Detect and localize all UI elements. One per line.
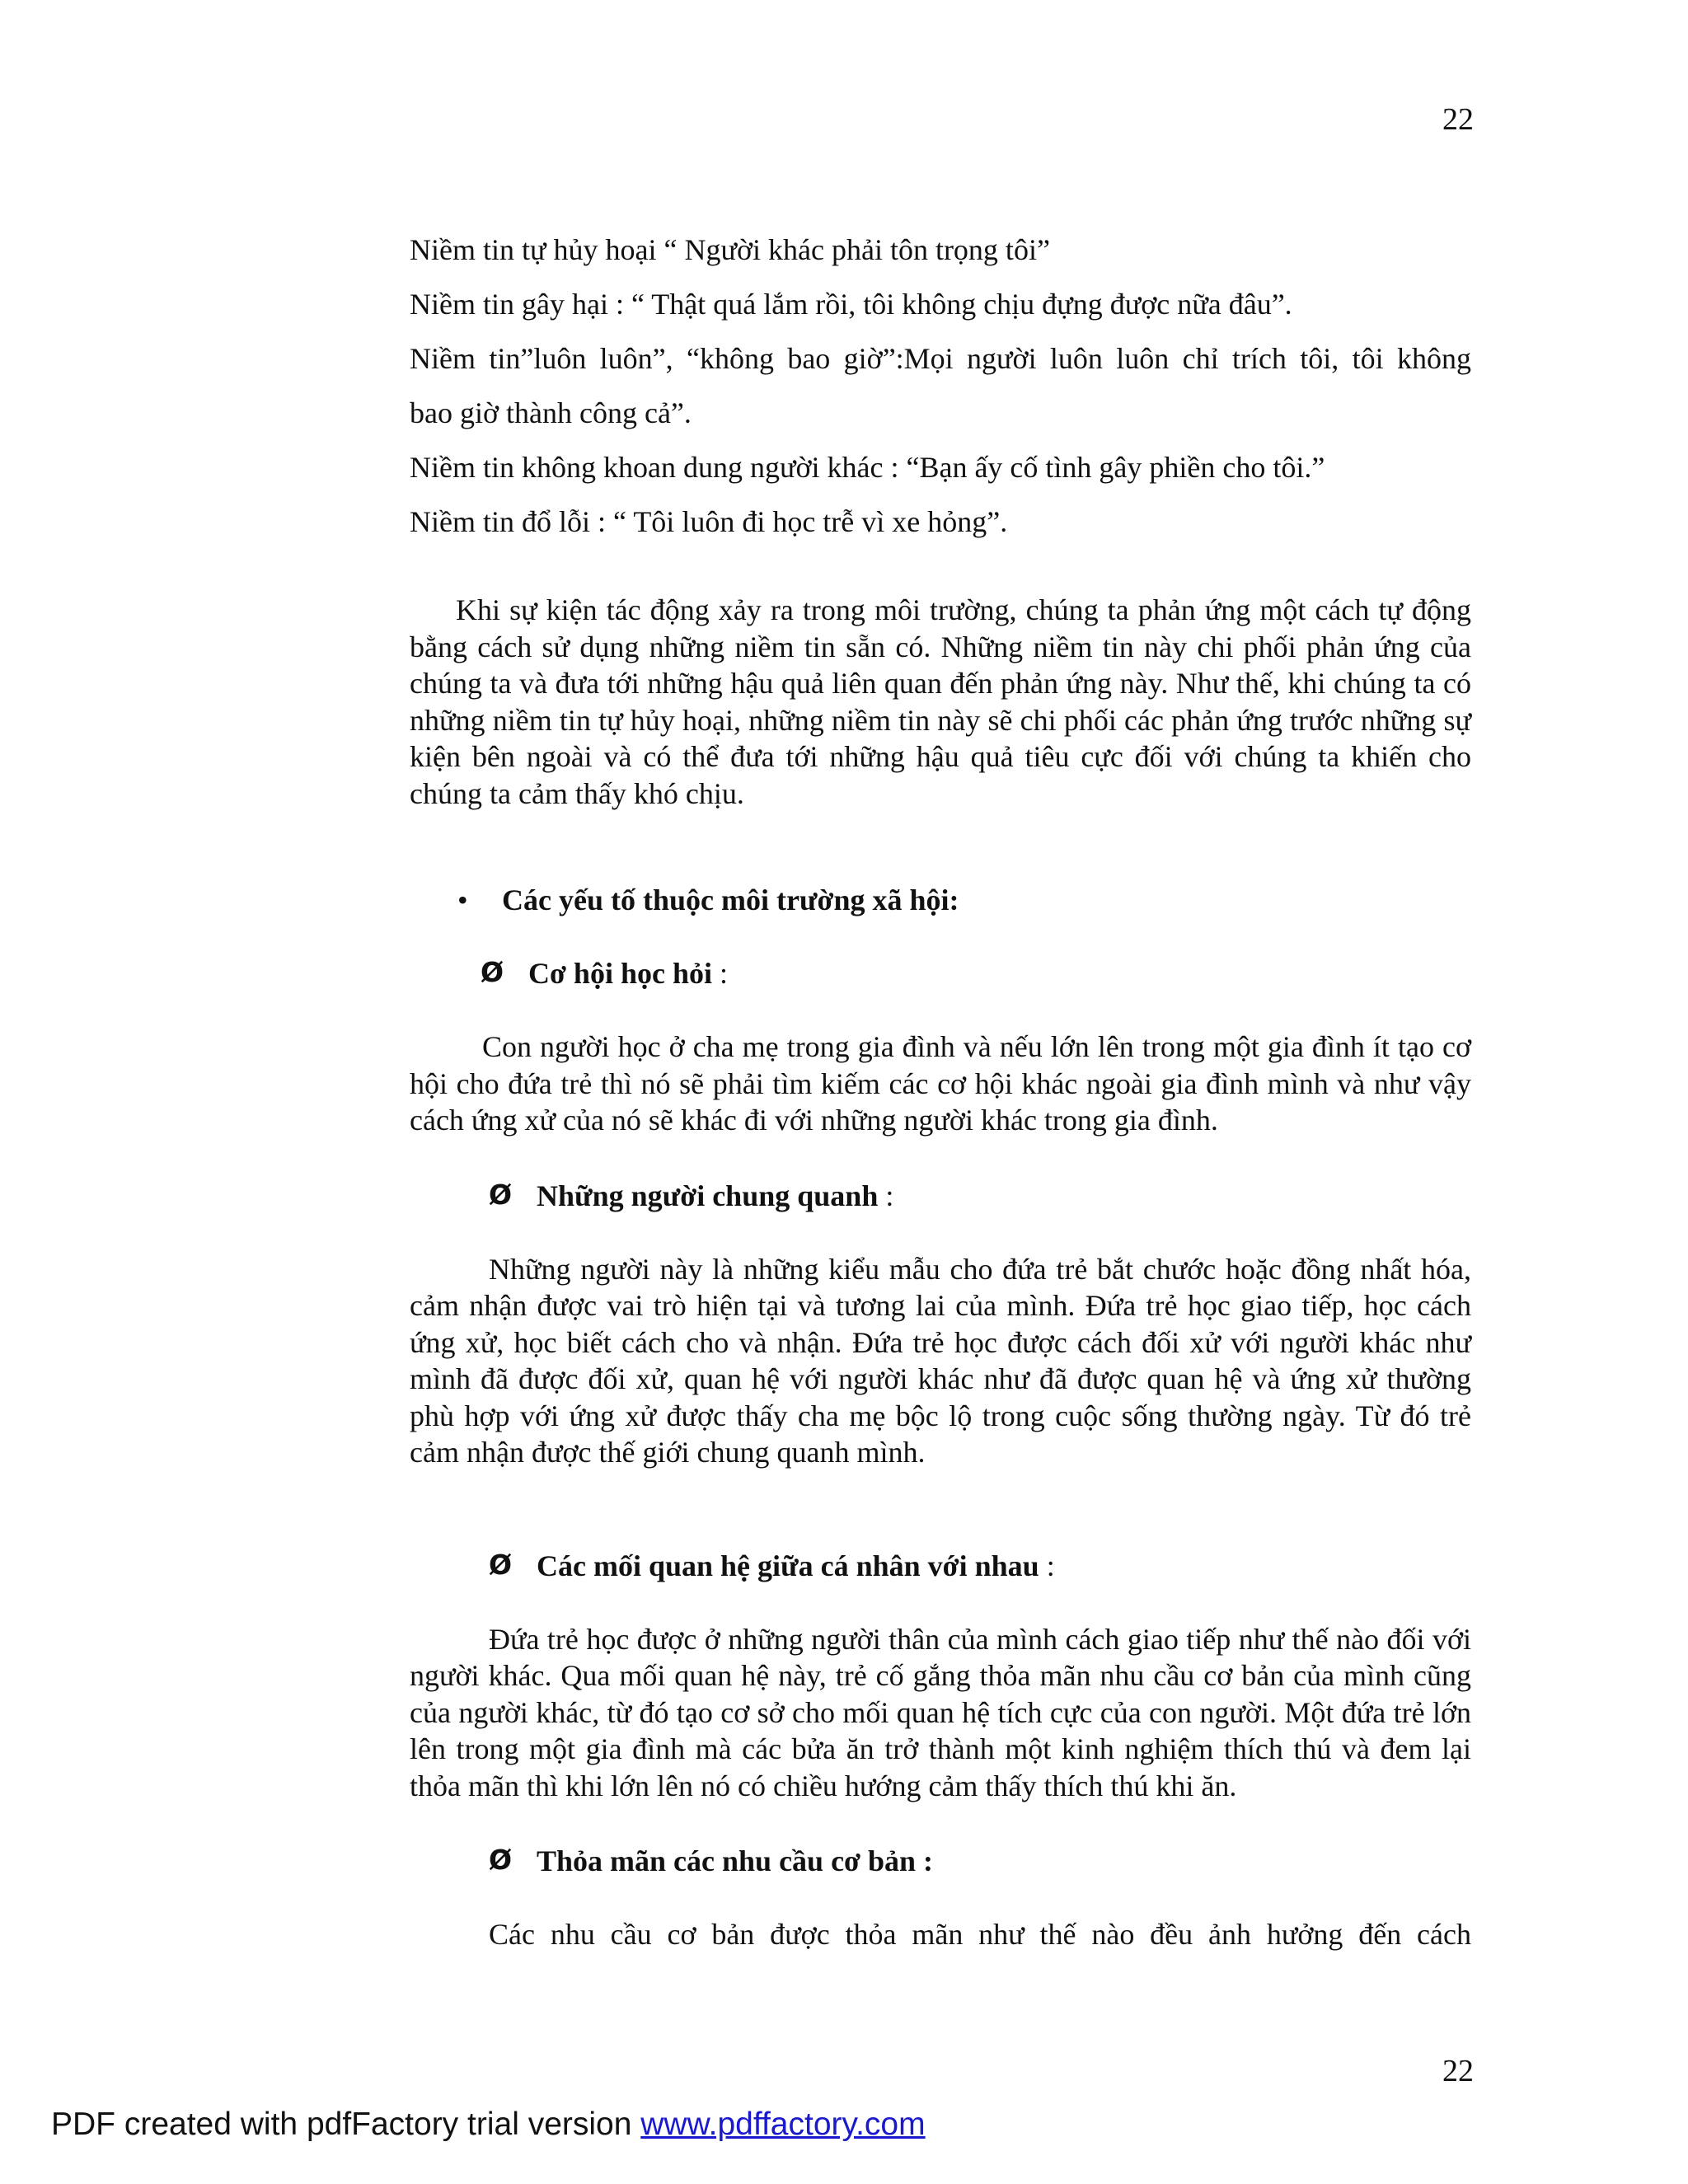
belief-line: Niềm tin đổ lỗi : “ Tôi luôn đi học trễ vì xe hỏng”. (410, 505, 1008, 538)
section-heading-text: Các yếu tố thuộc môi trường xã hội: (502, 883, 959, 916)
arrow-marker-icon: Ø (489, 1178, 513, 1211)
subsection-heading (410, 1844, 1471, 1880)
paragraph-events: Khi sự kiện tác động xảy ra trong môi trường, chúng ta phản ứng một cách tự động bằng cách sử dụng những niềm tin sẵn có. Những niềm tin này chi phối phản ứng của chúng ta và đưa tới những hậu quả liên quan đến phản ứng này. Như thế, khi chúng ta có những niềm tin tự hủy hoại, những niềm tin này sẽ chi phối các phản ứng trước những sự kiện bên ngoài và có thể đưa tới những hậu quả tiêu cực đối với chúng ta khiến cho chúng ta cảm thấy khó chịu. (410, 593, 1471, 810)
arrow-marker-icon: Ø (489, 1844, 513, 1876)
belief-line: Niềm tin gây hại : “ Thật quá lắm rồi, tôi không chịu đựng được nữa đâu”. (410, 288, 1292, 321)
pdffactory-link[interactable]: www.pdffactory.com (640, 2107, 926, 2142)
pdf-footer-banner (51, 2107, 926, 2143)
arrow-marker-icon: Ø (481, 956, 504, 988)
subsection-body: Con người học ở cha mẹ trong gia đình và nếu lớn lên trong một gia đình ít tạo cơ hội cho đứa trẻ thì nó sẽ phải tìm kiếm các cơ hội khác ngoài gia đình mình và như vậy cách ứng xử của nó sẽ khác đi với những người khác trong gia đình. (410, 1030, 1471, 1137)
belief-line: bao giờ thành công cả”. (410, 396, 692, 429)
subsection-body: Đứa trẻ học được ở những người thân của mình cách giao tiếp như thế nào đối với người khác. Qua mối quan hệ này, trẻ cố gắng thỏa mãn nhu cầu cơ bản của mình cũng của người khác, từ đó tạo cơ sở cho mối quan hệ tích cực của con người. Một đứa trẻ lớn lên trong một gia đình mà các bửa ăn trở thành một kinh nghiệm thích thú và đem lại thỏa mãn thì khi lớn lên nó có chiều hướng cảm thấy thích thú khi ăn. (410, 1622, 1471, 1802)
page-content (410, 223, 1471, 1953)
subsection-title: Những người chung quanh : (537, 1179, 894, 1212)
page-number-bottom: 22 (1442, 2054, 1474, 2088)
subsection-heading (410, 956, 1471, 992)
subsection-body: Các nhu cầu cơ bản được thỏa mãn như thế nào đều ảnh hưởng đến cách (489, 1918, 1471, 1951)
arrow-marker-icon: Ø (489, 1548, 513, 1581)
belief-line: Niềm tin không khoan dung người khác : “Bạn ấy cố tình gây phiền cho tôi.” (410, 451, 1325, 484)
subsection-heading (410, 1179, 1471, 1215)
footer-text: PDF created with pdfFactory trial version (51, 2107, 641, 2142)
subsection-body: Những người này là những kiểu mẫu cho đứa trẻ bắt chước hoặc đồng nhất hóa, cảm nhận được vai trò hiện tại và tương lai của mình. Đứa trẻ học giao tiếp, học cách ứng xử, học biết cách cho và nhận. Đứa trẻ học được cách đối xử với người khác như mình đã được đối xử, quan hệ với người khác như đã được quan hệ và ứng xử thường phù hợp với ứng xử được thấy cha mẹ bộc lộ trong cuộc sống thường ngày. Từ đó trẻ cảm nhận được thế giới chung quanh mình. (410, 1252, 1471, 1469)
subsection-title: Cơ hội học hỏi : (528, 957, 728, 990)
belief-line: Niềm tin tự hủy hoại “ Người khác phải tôn trọng tôi” (410, 233, 1050, 266)
subsection-heading (410, 1549, 1471, 1585)
page-number-top: 22 (1442, 102, 1474, 137)
belief-line: Niềm tin”luôn luôn”, “không bao giờ”:Mọi người luôn luôn chỉ trích tôi, tôi không (410, 342, 1471, 375)
subsection-title: Các mối quan hệ giữa cá nhân với nhau : (537, 1549, 1055, 1582)
bullet-icon: • (457, 883, 468, 916)
section-heading (410, 883, 1471, 919)
subsection-title: Thỏa mãn các nhu cầu cơ bản : (537, 1844, 934, 1877)
